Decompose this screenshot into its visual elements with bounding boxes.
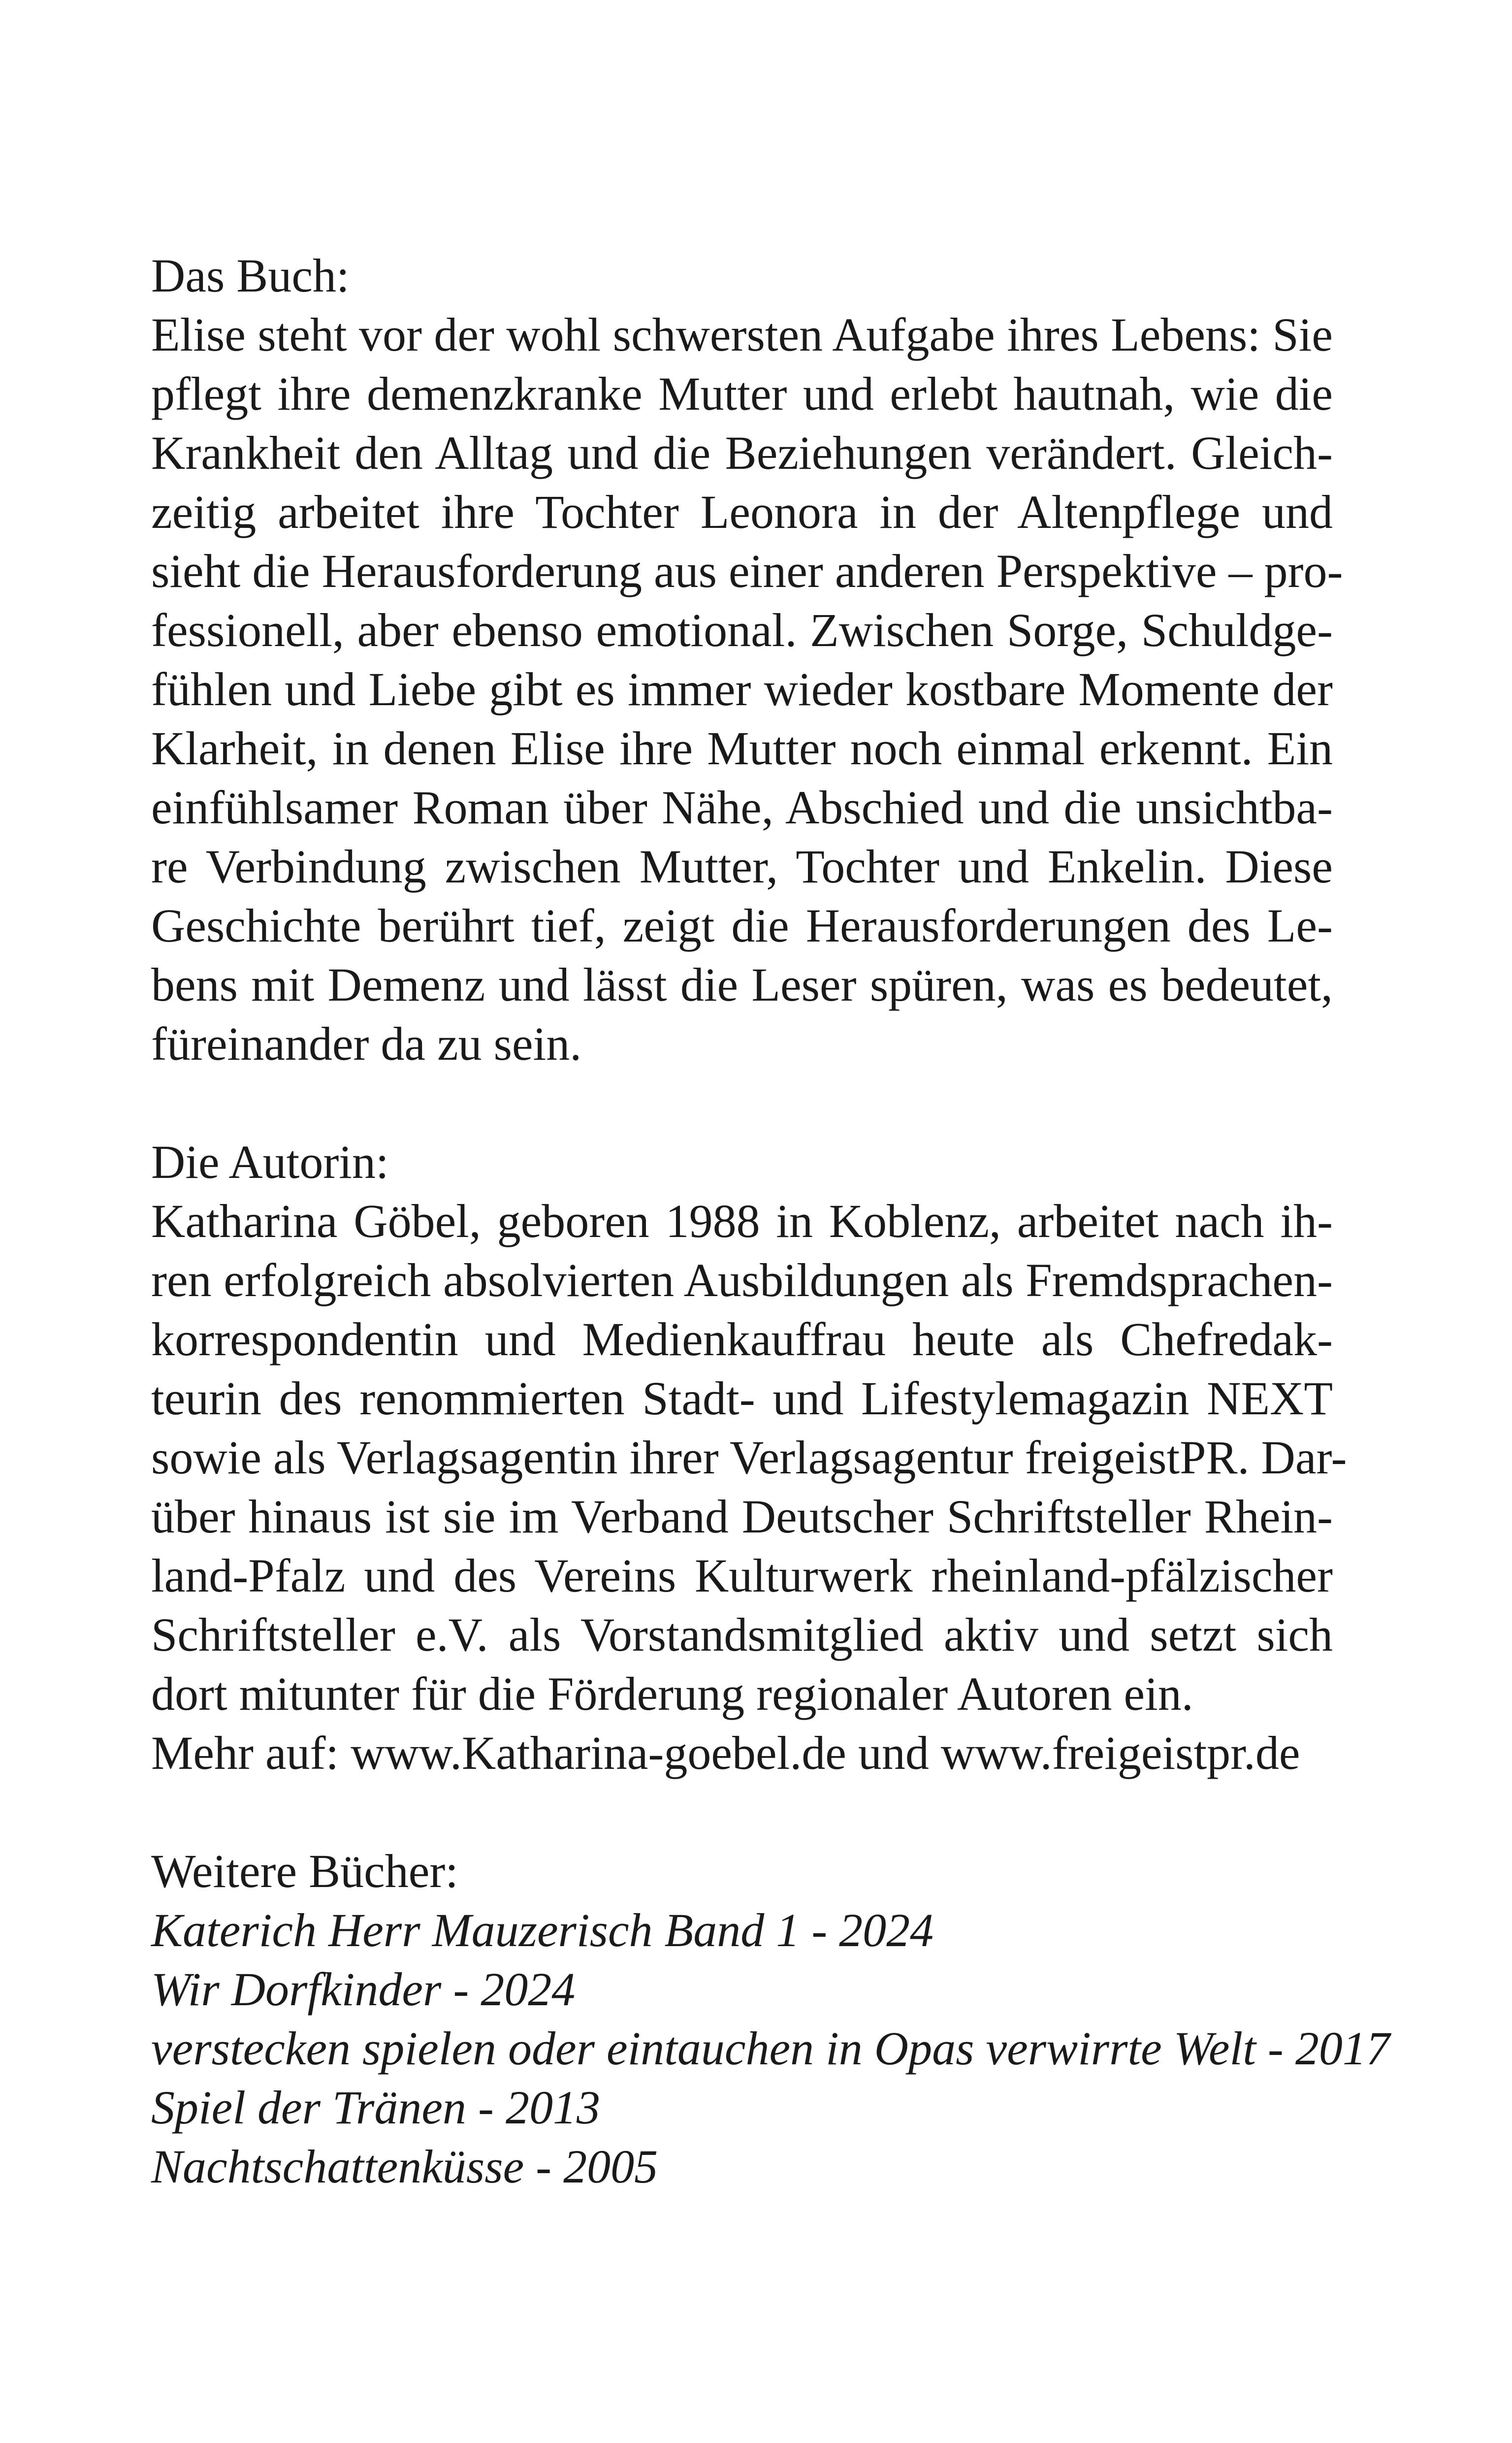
book-text-line: einfühlsamer Roman über Nähe, Abschied und die unsichtba- xyxy=(151,781,1333,834)
book-text-line: Geschichte berührt tief, zeigt die Herausforderungen des Le- xyxy=(151,899,1333,952)
book-text-line: fühlen und Liebe gibt es immer wieder kostbare Momente der xyxy=(151,663,1333,716)
author-heading: Die Autorin: xyxy=(151,1136,389,1188)
book-list-item: verstecken spielen oder eintauchen in Opas verwirrte Welt - 2017 xyxy=(151,2022,1390,2075)
author-text-line: über hinaus ist sie im Verband Deutscher Schriftsteller Rhein- xyxy=(151,1490,1333,1543)
book-list-item: Nachtschattenküsse - 2005 xyxy=(151,2140,658,2193)
author-text-line: sowie als Verlagsagentin ihrer Verlagsagentur freigeistPR. Dar- xyxy=(151,1431,1347,1484)
book-text-line: füreinander da zu sein. xyxy=(151,1017,582,1070)
author-text-line: korrespondentin und Medienkauffrau heute als Chefredak- xyxy=(151,1313,1333,1366)
book-page xyxy=(151,0,1390,2443)
author-text-line: teurin des renommierten Stadt- und Lifestylemagazin NEXT xyxy=(151,1372,1333,1425)
book-text-line: Klarheit, in denen Elise ihre Mutter noch einmal erkennt. Ein xyxy=(151,722,1333,775)
book-list-item: Katerich Herr Mauzerisch Band 1 - 2024 xyxy=(151,1904,934,1956)
book-heading: Das Buch: xyxy=(151,249,350,302)
book-text-line: bens mit Demenz und lässt die Leser spüren, was es bedeutet, xyxy=(151,958,1333,1011)
book-text-line: Krankheit den Alltag und die Beziehungen verändert. Gleich- xyxy=(151,426,1333,479)
author-text-line: land-Pfalz und des Vereins Kulturwerk rheinland-pfälzischer xyxy=(151,1549,1333,1602)
book-text-line: fessionell, aber ebenso emotional. Zwischen Sorge, Schuldge- xyxy=(151,604,1333,656)
author-website-line: Mehr auf: www.Katharina-goebel.de und www.freigeistpr.de xyxy=(151,1726,1300,1779)
book-text-line: Elise steht vor der wohl schwersten Aufgabe ihres Lebens: Sie xyxy=(151,308,1333,361)
book-list-item: Wir Dorfkinder - 2024 xyxy=(151,1963,576,2016)
books-heading: Weitere Bücher: xyxy=(151,1845,458,1897)
book-list-item: Spiel der Tränen - 2013 xyxy=(151,2081,600,2134)
author-text-line: ren erfolgreich absolvierten Ausbildungen als Fremdsprachen- xyxy=(151,1254,1333,1306)
book-text-line: sieht die Herausforderung aus einer anderen Perspektive – pro- xyxy=(151,545,1343,597)
book-text-line: zeitig arbeitet ihre Tochter Leonora in der Altenpflege und xyxy=(151,486,1333,538)
author-text-line: dort mitunter für die Förderung regionaler Autoren ein. xyxy=(151,1667,1193,1720)
author-text-line: Katharina Göbel, geboren 1988 in Koblenz, arbeitet nach ih- xyxy=(151,1195,1333,1247)
author-text-line: Schriftsteller e.V. als Vorstandsmitglied aktiv und setzt sich xyxy=(151,1608,1333,1661)
book-text-line: re Verbindung zwischen Mutter, Tochter und Enkelin. Diese xyxy=(151,840,1333,893)
book-text-line: pflegt ihre demenzkranke Mutter und erlebt hautnah, wie die xyxy=(151,367,1333,420)
